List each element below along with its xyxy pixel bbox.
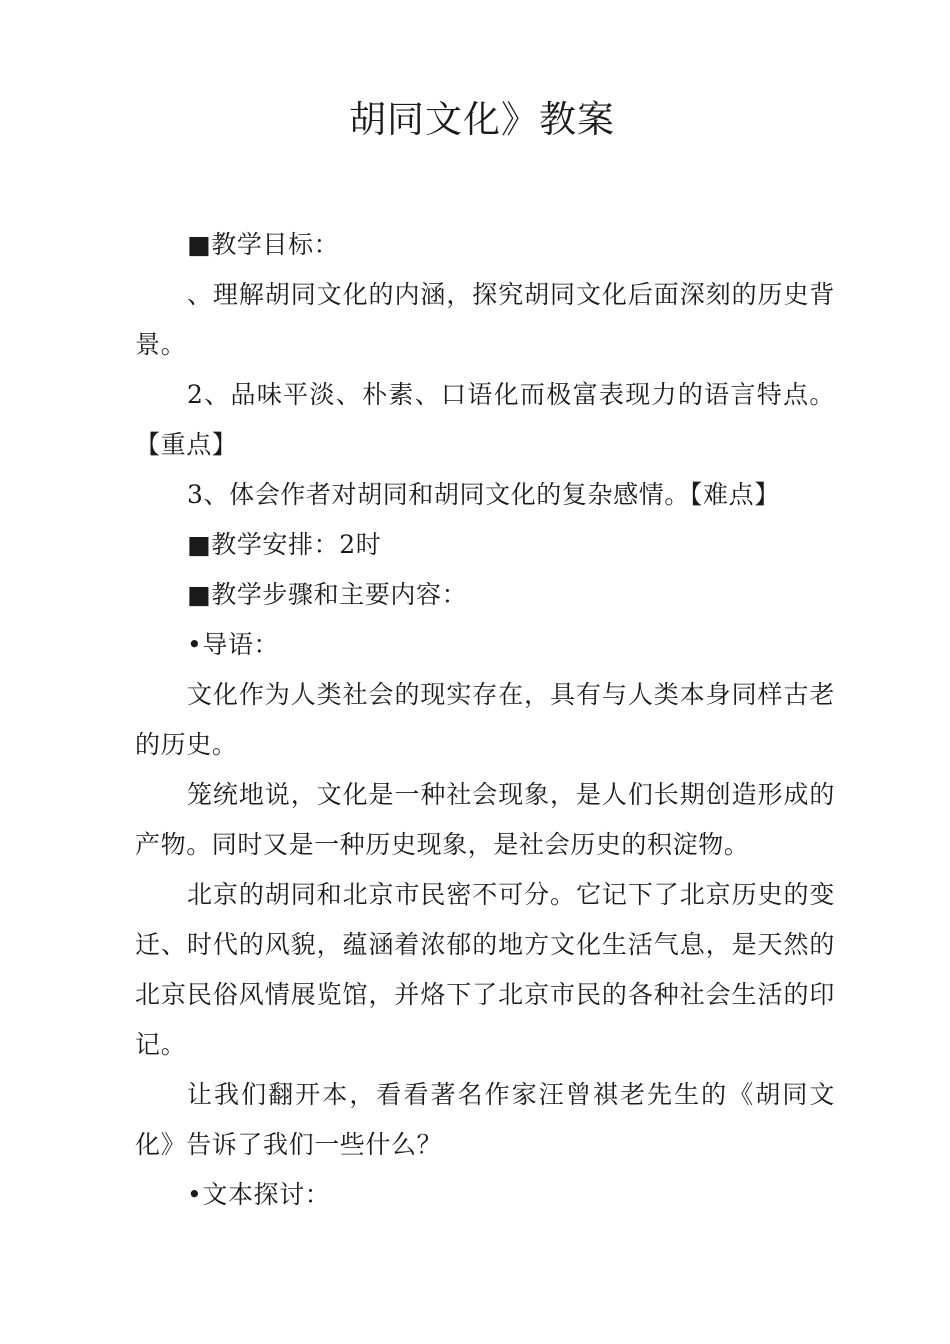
objective-item-1: 、理解胡同文化的内涵，探究胡同文化后面深刻的历史背景。	[135, 280, 835, 359]
body-paragraph: 北京的胡同和北京市民密不可分。它记下了北京历史的变迁、时代的风貌，蕴涵着浓郁的地方文化生活气息，是天然的北京民俗风情展览馆，并烙下了北京市民的各种社会生活的印记。	[135, 880, 835, 1059]
document-title: 胡同文化》教案	[349, 98, 615, 141]
document-body	[135, 220, 835, 1220]
section-heading-schedule: ■教学安排：2时	[187, 530, 382, 559]
body-paragraph: 让我们翻开本，看看著名作家汪曾祺老先生的《胡同文化》告诉了我们一些什么？	[135, 1080, 835, 1159]
body-paragraph: 笼统地说，文化是一种社会现象，是人们长期创造形成的产物。同时又是一种历史现象，是社会历史的积淀物。	[135, 780, 835, 859]
subheading-text-discussion: •文本探讨：	[187, 1180, 331, 1209]
subheading-introduction: •导语：	[187, 630, 280, 659]
section-heading-objectives: ■教学目标：	[187, 230, 340, 259]
section-heading-steps: ■教学步骤和主要内容：	[187, 580, 468, 609]
body-paragraph: 文化作为人类社会的现实存在，具有与人类本身同样古老的历史。	[135, 680, 835, 759]
objective-item-3: 3、体会作者对胡同和胡同文化的复杂感情。【难点】	[187, 480, 780, 509]
objective-item-2: 2、品味平淡、朴素、口语化而极富表现力的语言特点。【重点】	[135, 380, 835, 459]
